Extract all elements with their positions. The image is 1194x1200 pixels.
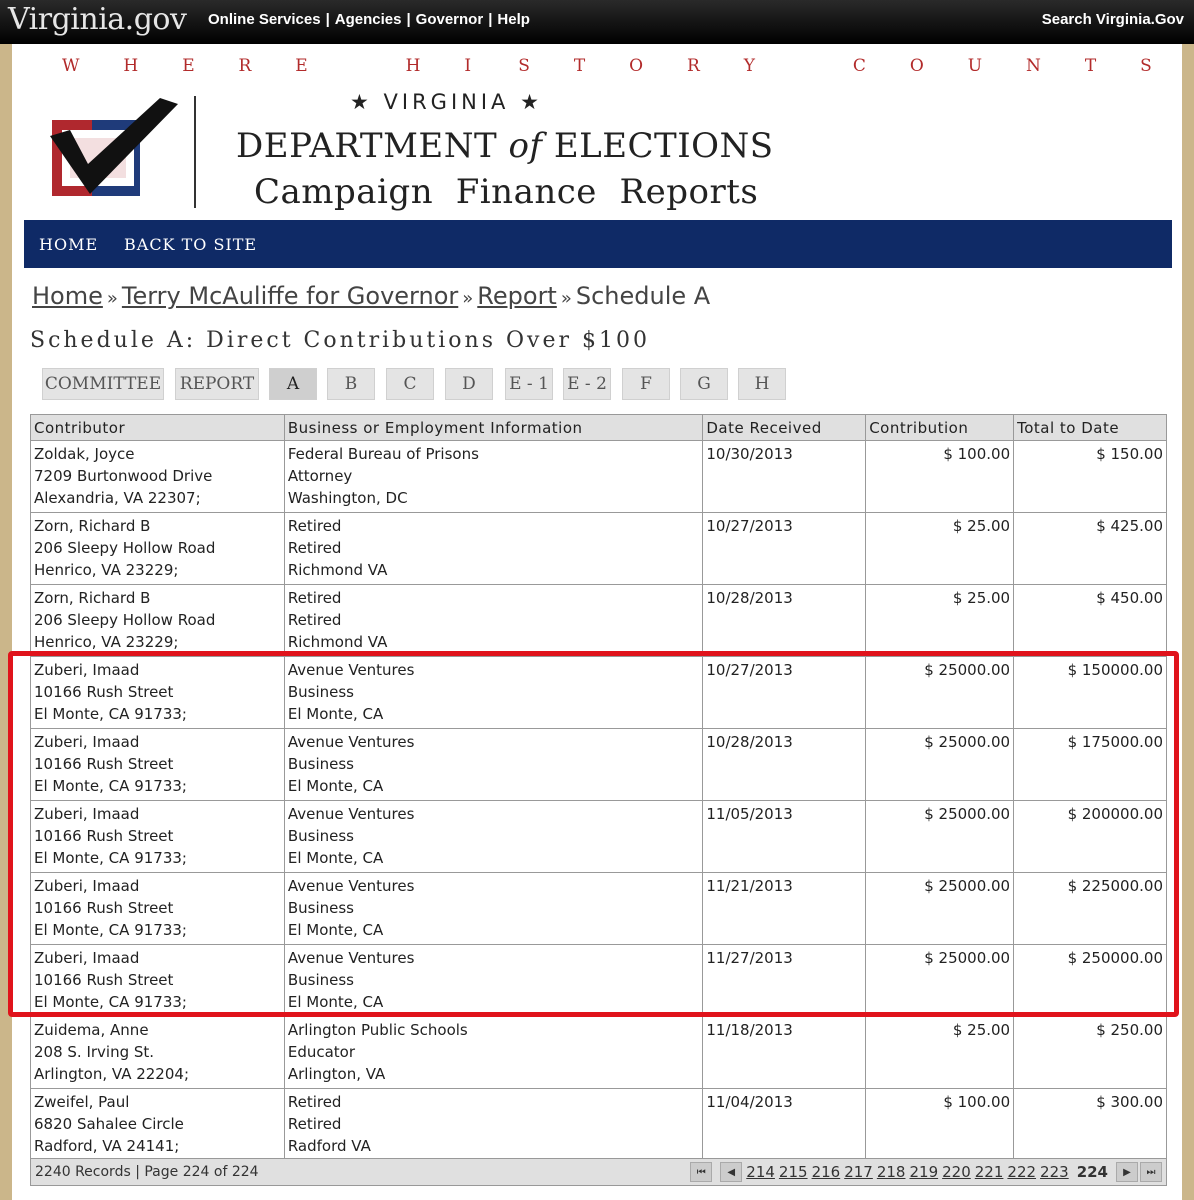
checkmark-logo-icon[interactable]: [40, 94, 182, 214]
tab-c[interactable]: C: [386, 368, 434, 400]
business-cell-line: Business: [287, 899, 354, 917]
contribution-cell: $ 100.00: [866, 1089, 1014, 1161]
business-cell-line: Arlington, VA: [287, 1065, 386, 1083]
tagline-letter: S: [518, 56, 530, 76]
business-cell-line: Retired: [287, 539, 342, 557]
business-cell-line: Avenue Ventures: [287, 877, 415, 895]
governor-link[interactable]: Governor: [415, 11, 484, 28]
page-link[interactable]: 218: [876, 1163, 906, 1181]
total-to-date-cell: $ 150.00: [1014, 441, 1167, 513]
contributor-cell-line: Zoldak, Joyce: [34, 445, 135, 463]
contributor-cell-line: Alexandria, VA 22307;: [34, 489, 201, 507]
contributor-cell: [31, 441, 285, 513]
business-cell-line: Avenue Ventures: [287, 733, 415, 751]
page-panel: [12, 44, 1182, 1200]
table-header-row: [31, 415, 1167, 441]
date-received-cell: 10/28/2013: [703, 585, 866, 657]
total-to-date-cell: $ 200000.00: [1014, 801, 1167, 873]
business-cell-line: El Monte, CA: [287, 705, 384, 723]
breadcrumb-report[interactable]: Report: [477, 282, 557, 310]
tagline-letter: E: [182, 56, 195, 76]
contributor-cell-line: 10166 Rush Street: [34, 755, 174, 773]
contributor-cell-line: El Monte, CA 91733;: [34, 849, 187, 867]
business-cell-line: Radford VA: [287, 1137, 371, 1155]
tagline-letter: U: [967, 56, 983, 76]
contributor-cell-line: El Monte, CA 91733;: [34, 921, 187, 939]
business-cell-line: Retired: [287, 1093, 342, 1111]
tagline-letter: H: [405, 56, 421, 76]
tab-b[interactable]: B: [327, 368, 375, 400]
contributor-cell-line: Zuberi, Imaad: [34, 661, 140, 679]
breadcrumb-sep: »: [560, 288, 572, 309]
page-link[interactable]: 217: [844, 1163, 873, 1181]
separator: |: [488, 11, 493, 28]
virginia-title: ★ VIRGINIA ★: [350, 90, 543, 114]
contributor-cell-line: 6820 Sahalee Circle: [34, 1115, 184, 1133]
tagline-letter: C: [852, 56, 866, 76]
record-count: 2240 Records | Page 224 of 224: [35, 1164, 259, 1180]
contributor-cell-line: Henrico, VA 23229;: [34, 561, 179, 579]
contributor-cell-line: Zuberi, Imaad: [34, 877, 140, 895]
table-row: [31, 585, 1167, 657]
contributor-cell-line: El Monte, CA 91733;: [34, 705, 187, 723]
total-to-date-cell: $ 150000.00: [1014, 657, 1167, 729]
contribution-cell: $ 100.00: [866, 441, 1014, 513]
business-cell-line: Avenue Ventures: [287, 805, 415, 823]
contribution-cell: $ 25.00: [866, 1017, 1014, 1089]
nav-back-to-site[interactable]: BACK TO SITE: [124, 235, 258, 254]
contribution-cell: $ 25.00: [866, 513, 1014, 585]
tagline-letter: T: [573, 56, 586, 76]
tagline-letter: T: [1084, 56, 1097, 76]
contributor-cell: [31, 657, 285, 729]
business-cell-line: Retired: [287, 611, 342, 629]
contributor-cell: [31, 1017, 285, 1089]
tagline-letter: [352, 56, 362, 76]
business-cell-line: Washington, DC: [287, 489, 408, 507]
contributor-cell-line: Zorn, Richard B: [34, 589, 151, 607]
tagline-letter: O: [909, 56, 924, 76]
business-cell: [284, 801, 703, 873]
contributor-cell-line: Zuberi, Imaad: [34, 805, 140, 823]
total-to-date-cell: $ 175000.00: [1014, 729, 1167, 801]
business-cell-line: Retired: [287, 1115, 342, 1133]
contribution-cell: $ 25000.00: [866, 657, 1014, 729]
date-received-cell: 10/30/2013: [703, 441, 866, 513]
business-cell-line: Attorney: [287, 467, 353, 485]
tagline-letter: H: [123, 56, 139, 76]
date-received-cell: 11/27/2013: [703, 945, 866, 1017]
gov-top-bar: [0, 0, 1194, 44]
total-to-date-cell: $ 300.00: [1014, 1089, 1167, 1161]
business-cell-line: Retired: [287, 517, 342, 535]
business-cell-line: Avenue Ventures: [287, 661, 415, 679]
contributor-cell-line: 206 Sleepy Hollow Road: [34, 539, 216, 557]
date-received-cell: 10/27/2013: [703, 657, 866, 729]
tab-e-2[interactable]: E - 2: [563, 368, 611, 400]
business-cell-line: Richmond VA: [287, 633, 388, 651]
tab-e-1[interactable]: E - 1: [505, 368, 553, 400]
page-link[interactable]: 220: [942, 1163, 971, 1181]
business-cell: [284, 513, 703, 585]
contributor-cell-line: 10166 Rush Street: [34, 827, 174, 845]
table-row: [31, 513, 1167, 585]
business-cell-line: Arlington Public Schools: [287, 1021, 468, 1039]
gov-links: [208, 11, 530, 28]
contributor-cell: [31, 729, 285, 801]
business-cell: [284, 873, 703, 945]
breadcrumb-current: Schedule A: [575, 282, 711, 310]
contribution-cell: $ 25000.00: [866, 873, 1014, 945]
table-row: [31, 657, 1167, 729]
page-link[interactable]: 215: [778, 1163, 808, 1181]
tagline-letter: N: [1026, 56, 1041, 76]
where-history-counts-tagline: [62, 56, 1152, 76]
separator: |: [325, 11, 330, 28]
campaign-finance-reports-title: Campaign Finance Reports: [254, 172, 759, 212]
contributor-cell-line: 10166 Rush Street: [34, 683, 174, 701]
contributor-cell-line: Zorn, Richard B: [34, 517, 151, 535]
agencies-link[interactable]: Agencies: [334, 11, 402, 28]
page-title: Schedule A: Direct Contributions Over $100: [30, 328, 650, 353]
page-link[interactable]: 214: [746, 1163, 775, 1181]
date-received-cell: 10/28/2013: [703, 729, 866, 801]
pager: [690, 1162, 1162, 1182]
breadcrumb-committee[interactable]: Terry McAuliffe for Governor: [121, 282, 459, 310]
business-cell: [284, 441, 703, 513]
date-received-cell: 10/27/2013: [703, 513, 866, 585]
tagline-letter: Y: [743, 56, 756, 76]
separator: |: [406, 11, 411, 28]
tagline-letter: I: [464, 56, 472, 76]
help-link[interactable]: Help: [497, 11, 530, 28]
table-row: [31, 1017, 1167, 1089]
tab-a[interactable]: A: [269, 368, 317, 400]
business-cell-line: El Monte, CA: [287, 777, 384, 795]
next-page-icon[interactable]: ▶: [1116, 1162, 1138, 1182]
contributor-cell-line: Zuidema, Anne: [34, 1021, 149, 1039]
contributor-cell: [31, 585, 285, 657]
contributor-cell-line: Zuberi, Imaad: [34, 949, 140, 967]
last-page-icon[interactable]: ⏭: [1140, 1162, 1162, 1182]
date-received-cell: 11/21/2013: [703, 873, 866, 945]
first-page-icon[interactable]: ⏮: [690, 1162, 712, 1182]
date-received-cell: 11/05/2013: [703, 801, 866, 873]
contributor-cell: [31, 801, 285, 873]
business-cell-line: Educator: [287, 1043, 356, 1061]
business-cell: [284, 945, 703, 1017]
page-link[interactable]: 216: [811, 1163, 841, 1181]
total-to-date-cell: $ 250000.00: [1014, 945, 1167, 1017]
business-cell-line: Business: [287, 827, 354, 845]
table-row: [31, 873, 1167, 945]
nav-home[interactable]: HOME: [39, 235, 99, 254]
column-header[interactable]: Contribution: [866, 415, 1014, 441]
table-footer: [30, 1158, 1167, 1186]
contributor-cell-line: 10166 Rush Street: [34, 971, 174, 989]
business-cell-line: El Monte, CA: [287, 921, 384, 939]
breadcrumb-sep: »: [462, 288, 474, 309]
contributor-cell: [31, 1089, 285, 1161]
prev-page-icon[interactable]: ◀: [720, 1162, 742, 1182]
tagline-letter: S: [1140, 56, 1152, 76]
page-link[interactable]: 222: [1007, 1163, 1037, 1181]
business-cell-line: El Monte, CA: [287, 993, 384, 1011]
page-link[interactable]: 223: [1040, 1163, 1069, 1181]
contributor-cell-line: Zuberi, Imaad: [34, 733, 140, 751]
date-received-cell: 11/18/2013: [703, 1017, 866, 1089]
contributor-cell-line: 206 Sleepy Hollow Road: [34, 611, 216, 629]
contributor-cell-line: Arlington, VA 22204;: [34, 1065, 189, 1083]
business-cell-line: Business: [287, 971, 354, 989]
contribution-cell: $ 25000.00: [866, 729, 1014, 801]
contribution-cell: $ 25000.00: [866, 801, 1014, 873]
tagline-letter: [799, 56, 809, 76]
tab-g[interactable]: G: [680, 368, 728, 400]
tagline-letter: O: [629, 56, 644, 76]
tab-committee[interactable]: COMMITTEE: [42, 368, 164, 400]
breadcrumb: [32, 282, 710, 310]
contributor-cell-line: 208 S. Irving St.: [34, 1043, 155, 1061]
business-cell-line: Federal Bureau of Prisons: [287, 445, 479, 463]
page-link[interactable]: 219: [909, 1163, 939, 1181]
contribution-cell: $ 25.00: [866, 585, 1014, 657]
contributor-cell-line: Henrico, VA 23229;: [34, 633, 179, 651]
search-virginia-gov-link[interactable]: Search Virginia.Gov: [1041, 11, 1184, 28]
contributor-cell: [31, 945, 285, 1017]
tab-f[interactable]: F: [622, 368, 670, 400]
business-cell: [284, 1017, 703, 1089]
business-cell: [284, 1089, 703, 1161]
column-header[interactable]: Total to Date: [1014, 415, 1167, 441]
tab-d[interactable]: D: [445, 368, 493, 400]
business-cell-line: Avenue Ventures: [287, 949, 415, 967]
contribution-cell: $ 25000.00: [866, 945, 1014, 1017]
breadcrumb-sep: »: [106, 288, 118, 309]
tab-report[interactable]: REPORT: [175, 368, 259, 400]
business-cell-line: Business: [287, 683, 354, 701]
table-row: [31, 801, 1167, 873]
contributor-cell-line: Radford, VA 24141;: [34, 1137, 180, 1155]
total-to-date-cell: $ 450.00: [1014, 585, 1167, 657]
business-cell-line: Retired: [287, 589, 342, 607]
table-row: [31, 729, 1167, 801]
logo-divider: [194, 96, 196, 208]
tagline-letter: E: [295, 56, 308, 76]
contributor-cell-line: El Monte, CA 91733;: [34, 993, 187, 1011]
table-row: [31, 441, 1167, 513]
contributor-cell-line: 10166 Rush Street: [34, 899, 174, 917]
tagline-letter: W: [62, 56, 80, 76]
current-page: 224: [1076, 1163, 1108, 1181]
business-cell-line: El Monte, CA: [287, 849, 384, 867]
tab-h[interactable]: H: [738, 368, 786, 400]
column-header[interactable]: Business or Employment Information: [284, 415, 703, 441]
contributor-cell-line: El Monte, CA 91733;: [34, 777, 187, 795]
contributor-cell-line: Zweifel, Paul: [34, 1093, 130, 1111]
contributor-cell: [31, 873, 285, 945]
column-header[interactable]: Contributor: [31, 415, 285, 441]
main-nav: [24, 220, 1172, 268]
business-cell: [284, 585, 703, 657]
total-to-date-cell: $ 425.00: [1014, 513, 1167, 585]
department-of-elections-title: DEPARTMENT of ELECTIONS: [236, 126, 774, 166]
business-cell-line: Business: [287, 755, 354, 773]
online-services-link[interactable]: Online Services: [208, 11, 321, 28]
virginia-gov-logo[interactable]: Virginia.gov: [8, 2, 187, 37]
tagline-letter: R: [687, 56, 700, 76]
total-to-date-cell: $ 225000.00: [1014, 873, 1167, 945]
business-cell: [284, 657, 703, 729]
tagline-letter: R: [238, 56, 252, 76]
business-cell: [284, 729, 703, 801]
total-to-date-cell: $ 250.00: [1014, 1017, 1167, 1089]
column-header[interactable]: Date Received: [703, 415, 866, 441]
breadcrumb-home[interactable]: Home: [32, 282, 103, 310]
page-link[interactable]: 221: [974, 1163, 1004, 1181]
date-received-cell: 11/04/2013: [703, 1089, 866, 1161]
table-row: [31, 1089, 1167, 1161]
contributor-cell: [31, 513, 285, 585]
contributions-table: [30, 414, 1167, 1161]
contributor-cell-line: 7209 Burtonwood Drive: [34, 467, 213, 485]
table-row: [31, 945, 1167, 1017]
business-cell-line: Richmond VA: [287, 561, 388, 579]
